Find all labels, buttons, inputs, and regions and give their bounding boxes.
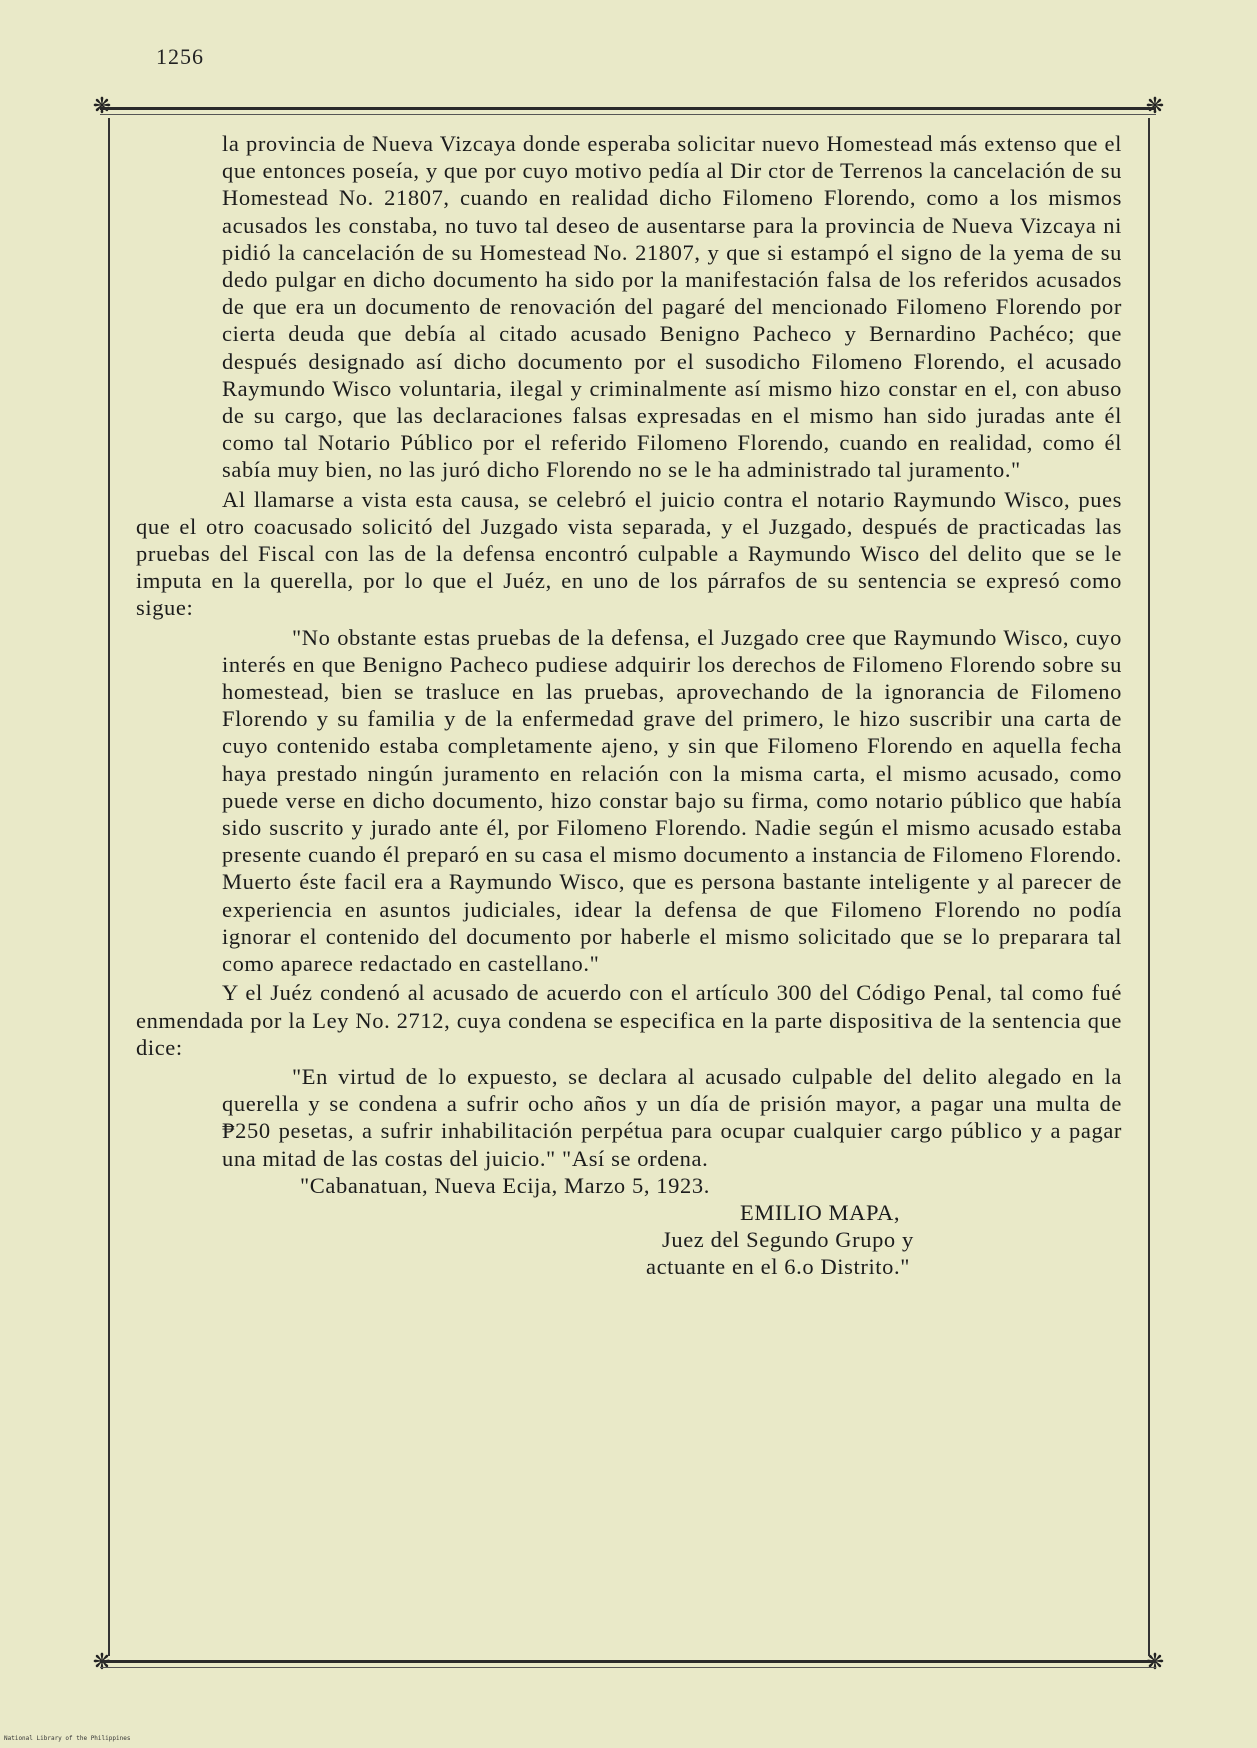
- flower-ornament-icon: ❋: [92, 93, 112, 118]
- flower-ornament-icon: ❋: [92, 1649, 112, 1674]
- bottom-border-thin-rule: [100, 1667, 1156, 1668]
- paragraph-trial: Al llamarse a vista esta causa, se celebró el juicio contra el notario Raymundo Wisco, pues que el otro coacusado solicitó del Juzgado vista separada, y el Juzgado, después de practicadas las pruebas del Fiscal con las de la defensa encontró culpable a Raymundo Wisco del delito que se le imputa en la querella, por lo que el Juéz, en uno de los párrafos de su sentencia se expresó como sigue:: [136, 486, 1122, 621]
- page-number: 1256: [156, 44, 204, 69]
- left-border-rule: [108, 118, 110, 1656]
- signature-title-district: actuante en el 6.o Distrito.": [646, 1254, 911, 1280]
- quote-judgment: "No obstante estas pruebas de la defensa, el Juzgado cree que Raymundo Wisco, cuyo interés en que Benigno Pacheco pudiese adquirir los derechos de Filomeno Florendo sobre su homestead, bien se trasluce en las pruebas, aprovechando de la ignorancia de Filomeno Florendo y su familia y de la enfermedad grave del primero, le hizo suscribir una carta de cuyo contenido estaba completamente ajeno, y sin que Filomeno Florendo en aquella fecha haya prestado ningún juramento en relación con la misma carta, el mismo acusado, como puede verse en dicho documento, hizo constar bajo su firma, como notario público que había sido suscrito y jurado ante él, por Filomeno Florendo. Nadie según el mismo acusado estaba presente cuando él preparó en su casa el mismo documento a instancia de Filomeno Florendo. Muerto éste facil era a Raymundo Wisco, que es persona bastante inteligente y al parecer de experiencia en asuntos judiciales, idear la defensa de que Filomeno Florendo no podía ignorar el contenido del documento por haberle el mismo solicitado que se lo preparara tal como aparece redactado en castellano.": [222, 624, 1122, 977]
- quote-verdict: "En virtud de lo expuesto, se declara al acusado culpable del delito alegado en la querella y se condena a sufrir ocho años y un día de prisión mayor, a pagar una multa de ₱250 pesetas, a sufrir inhabilitación perpétua para ocupar cualquier cargo público y a pagar una mitad de las costas del juicio." "Así se ordena.: [222, 1063, 1122, 1171]
- top-border-rule: [100, 107, 1156, 110]
- library-credit: National Library of the Philippines: [4, 1735, 131, 1742]
- paragraph-sentence: Y el Juéz condenó al acusado de acuerdo con el artículo 300 del Código Penal, tal como fué enmendada por la Ley No. 2712, cuya condena se especifica en la parte dispositiva de la sentencia que dice:: [136, 980, 1122, 1060]
- document-body: [136, 130, 1122, 1280]
- bottom-border-rule: [100, 1660, 1156, 1663]
- signature-title: Juez del Segundo Grupo y: [662, 1226, 914, 1252]
- paragraph-continuation: la provincia de Nueva Vizcaya donde esperaba solicitar nuevo Homestead más extenso que el que entonces poseía, y que por cuyo motivo pedía al Dir ctor de Terrenos la cancelación de su Homestead No. 21807, cuando en realidad dicho Filomeno Florendo, como a los mismos acusados les constaba, no tuvo tal deseo de ausentarse para la provincia de Nueva Vizcaya ni pidió la cancelación de su Homestead No. 21807, y que si estampó el signo de la yema de su dedo pulgar en dicho documento ha sido por la manifestación falsa de los referidos acusados de que era un documento de renovación del pagaré del mencionado Filomeno Florendo por cierta deuda que debía al citado acusado Benigno Pacheco y Bernardino Pachéco; que después designado así dicho documento por el susodicho Filomeno Florendo, el acusado Raymundo Wisco voluntaria, ilegal y criminalmente así mismo hizo constar en el, con abuso de su cargo, que las declaraciones falsas expresadas en el mismo han sido juradas ante él como tal Notario Público por el referido Filomeno Florendo, cuando en realidad, como él sabía muy bien, no las juró dicho Florendo no se le ha administrado tal juramento.": [222, 131, 1122, 483]
- right-border-rule: [1148, 118, 1150, 1656]
- top-border-thin-rule: [100, 114, 1156, 115]
- flower-ornament-icon: ❋: [1145, 1649, 1165, 1674]
- signature-name: EMILIO MAPA,: [740, 1199, 901, 1225]
- dateline: "Cabanatuan, Nueva Ecija, Marzo 5, 1923.: [300, 1172, 710, 1198]
- flower-ornament-icon: ❋: [1145, 93, 1165, 118]
